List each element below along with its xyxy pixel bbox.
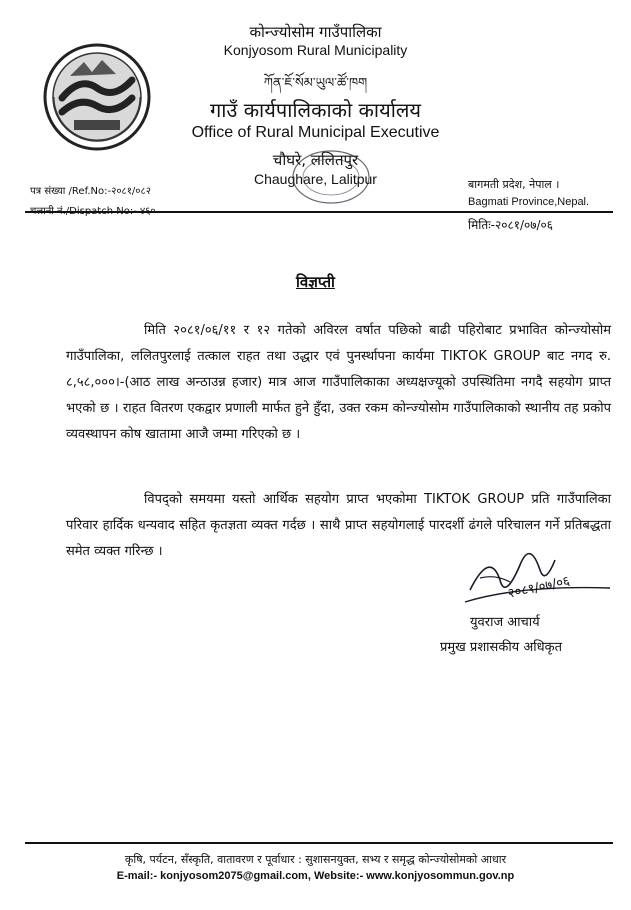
office-name-nepali: गाउँ कार्यपालिकाको कार्यालय	[209, 98, 422, 122]
signature-date: २०८१/०७/०६	[506, 573, 572, 602]
reference-number: पत्र संख्या /Ref.No:-२०८१/०८२	[30, 186, 151, 197]
municipality-name-english: Konjyosom Rural Municipality	[223, 42, 408, 58]
header-divider	[25, 211, 613, 213]
footer-slogan: कृषि, पर्यटन, सँस्कृति, वातावरण र पूर्वाधार : सुशासनयुक्त, सभ्य र समृद्ध कोन्ज्योसोमको आधार	[124, 853, 507, 866]
notice-paragraph-1: मिति २०८१/०६/११ र १२ गतेको अविरल वर्षात पछिको बाढी पहिरोबाट प्रभावित कोन्ज्योसोम गाउँपालिका, ललितपुरलाई तत्काल राहत तथा उद्धार एवं पुनर्स्थापना कार्यमा TIKTOK GROUP बाट नगद रु. ८,५८,०००।-(आठ लाख अन्ठाउन्न हजार) मात्र आज गाउँपालिकाका अध्यक्षज्यूको उपस्थितिमा नगदै सहयोग प्राप्त भएको छ । राहत वितरण एकद्वार प्रणाली मार्फत हुने हुँदा, उक्त रकम कोन्ज्योसोम गाउँपालिकाको स्थानीय तह प्रकोप व्यवस्थापन कोष खातामा आजै जम्मा गरिएको छ ।	[66, 323, 611, 442]
office-seal-icon	[290, 148, 372, 206]
office-name-english: Office of Rural Municipal Executive	[191, 124, 440, 141]
footer-divider	[25, 842, 613, 844]
place-nepali: चौघरे, ललितपुर	[272, 151, 359, 169]
signatory-name: युवराज आचार्य	[470, 615, 540, 630]
letter-date: मितिः-२०८१/०७/०६	[468, 218, 553, 232]
province-english: Bagmati Province,Nepal.	[468, 196, 590, 208]
municipality-name-nepali: कोन्ज्योसोम गाउँपालिका	[249, 23, 382, 41]
dispatch-number	[30, 203, 156, 217]
signatory-designation: प्रमुख प्रशासकीय अधिकृत	[440, 640, 563, 655]
notice-paragraph-2: विपद्को समयमा यस्तो आर्थिक सहयोग प्राप्त भएकोमा TIKTOK GROUP प्रति गाउँपालिका परिवार हार्दिक धन्यवाद सहित कृतज्ञता व्यक्त गर्दछ । साथै प्राप्त सहयोगलाई पारदर्शी ढंगले परिचालन गर्ने प्रतिबद्धता समेत व्यक्त गरिन्छ ।	[66, 492, 611, 559]
municipality-name-tibetan: ཀོན་ཇོ་སོམ་ཡུལ་ཚོ་ཁག	[263, 76, 368, 91]
province-nepali: बागमती प्रदेश, नेपाल ।	[468, 178, 560, 191]
footer-contact: E-mail:- konjyosom2075@gmail.com, Website:- www.konjyosommun.gov.np	[116, 870, 515, 882]
notice-title: विज्ञप्ती	[296, 273, 335, 291]
place-english: Chaughare, Lalitpur	[254, 171, 377, 187]
